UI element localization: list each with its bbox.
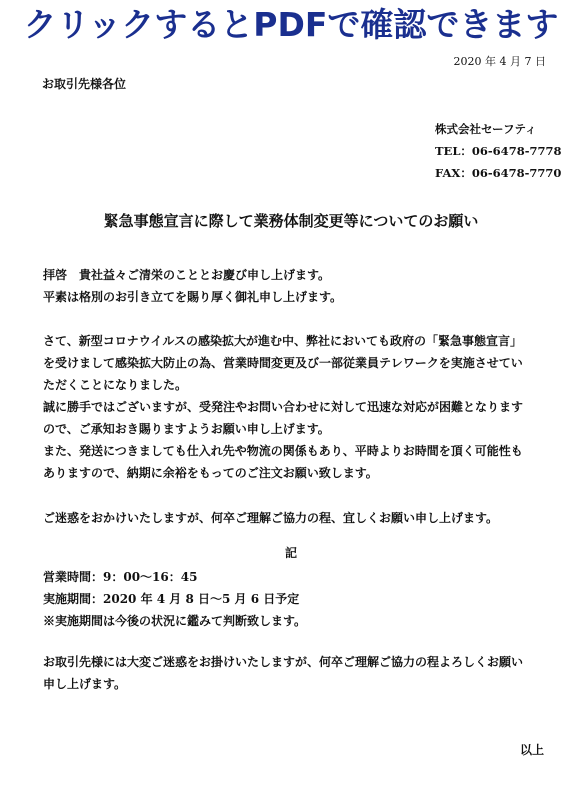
implementation-period: 実施期間：2020 年 4 月 8 日～5 月 6 日予定 [43, 592, 300, 606]
details-block [43, 566, 306, 632]
end-mark: 以上 [519, 743, 544, 757]
greeting-line: 拝啓 貴社益々ご清栄のこととお慶び申し上げます。 [43, 268, 331, 282]
ki-heading: 記 [284, 546, 297, 560]
sender-fax: FAX：06-6478-7770 [435, 166, 562, 180]
sender-block [435, 118, 561, 184]
addressee: お取引先様各位 [42, 77, 127, 91]
apology-line: ご迷惑をおかけいたしますが、何卒ご理解ご協力の程、宜しくお願い申し上げます。 [43, 511, 499, 525]
pdf-link-banner[interactable]: クリックするとPDFで確認できます [23, 5, 559, 44]
business-hours: 営業時間：9：00～16：45 [43, 570, 198, 584]
sender-company: 株式会社セーフティ [435, 122, 537, 136]
letter-title: 緊急事態宣言に際して業務体制変更等についてのお願い [103, 212, 479, 230]
period-note: ※実施期間は今後の状況に鑑みて判断致します。 [43, 614, 307, 628]
letter-body [43, 264, 548, 529]
closing-line: お取引先様には大変ご迷惑をお掛けいたしますが、何卒ご理解ご協力の程よろしくお願い [43, 655, 524, 669]
body-line: ただくことになりました。 [43, 378, 188, 392]
body-line: 誠に勝手ではございますが、受発注やお問い合わせに対して迅速な対応が困難となります [43, 400, 524, 414]
sender-tel: TEL：06-6478-7778 [435, 144, 562, 158]
closing-line: 申し上げます。 [43, 677, 127, 691]
body-line: を受けまして感染拡大防止の為、営業時間変更及び一部従業員テレワークを実施させてい [43, 356, 523, 370]
body-line: また、発送につきましても仕入れ先や物流の関係もあり、平時よりお時間を頂く可能性も [43, 444, 523, 458]
letter-date: 2020 年 4 月 7 日 [453, 55, 546, 68]
body-line: ので、ご承知おき賜りますようお願い申し上げます。 [43, 422, 330, 436]
body-line: さて、新型コロナウイルスの感染拡大が進む中、弊社においても政府の「緊急事態宣言」 [43, 334, 523, 348]
body-line: ありますので、納期に余裕をもってのご注文お願い致します。 [43, 466, 378, 480]
greeting-line: 平素は格別のお引き立てを賜り厚く御礼申し上げます。 [43, 290, 343, 304]
closing-block [43, 651, 523, 695]
